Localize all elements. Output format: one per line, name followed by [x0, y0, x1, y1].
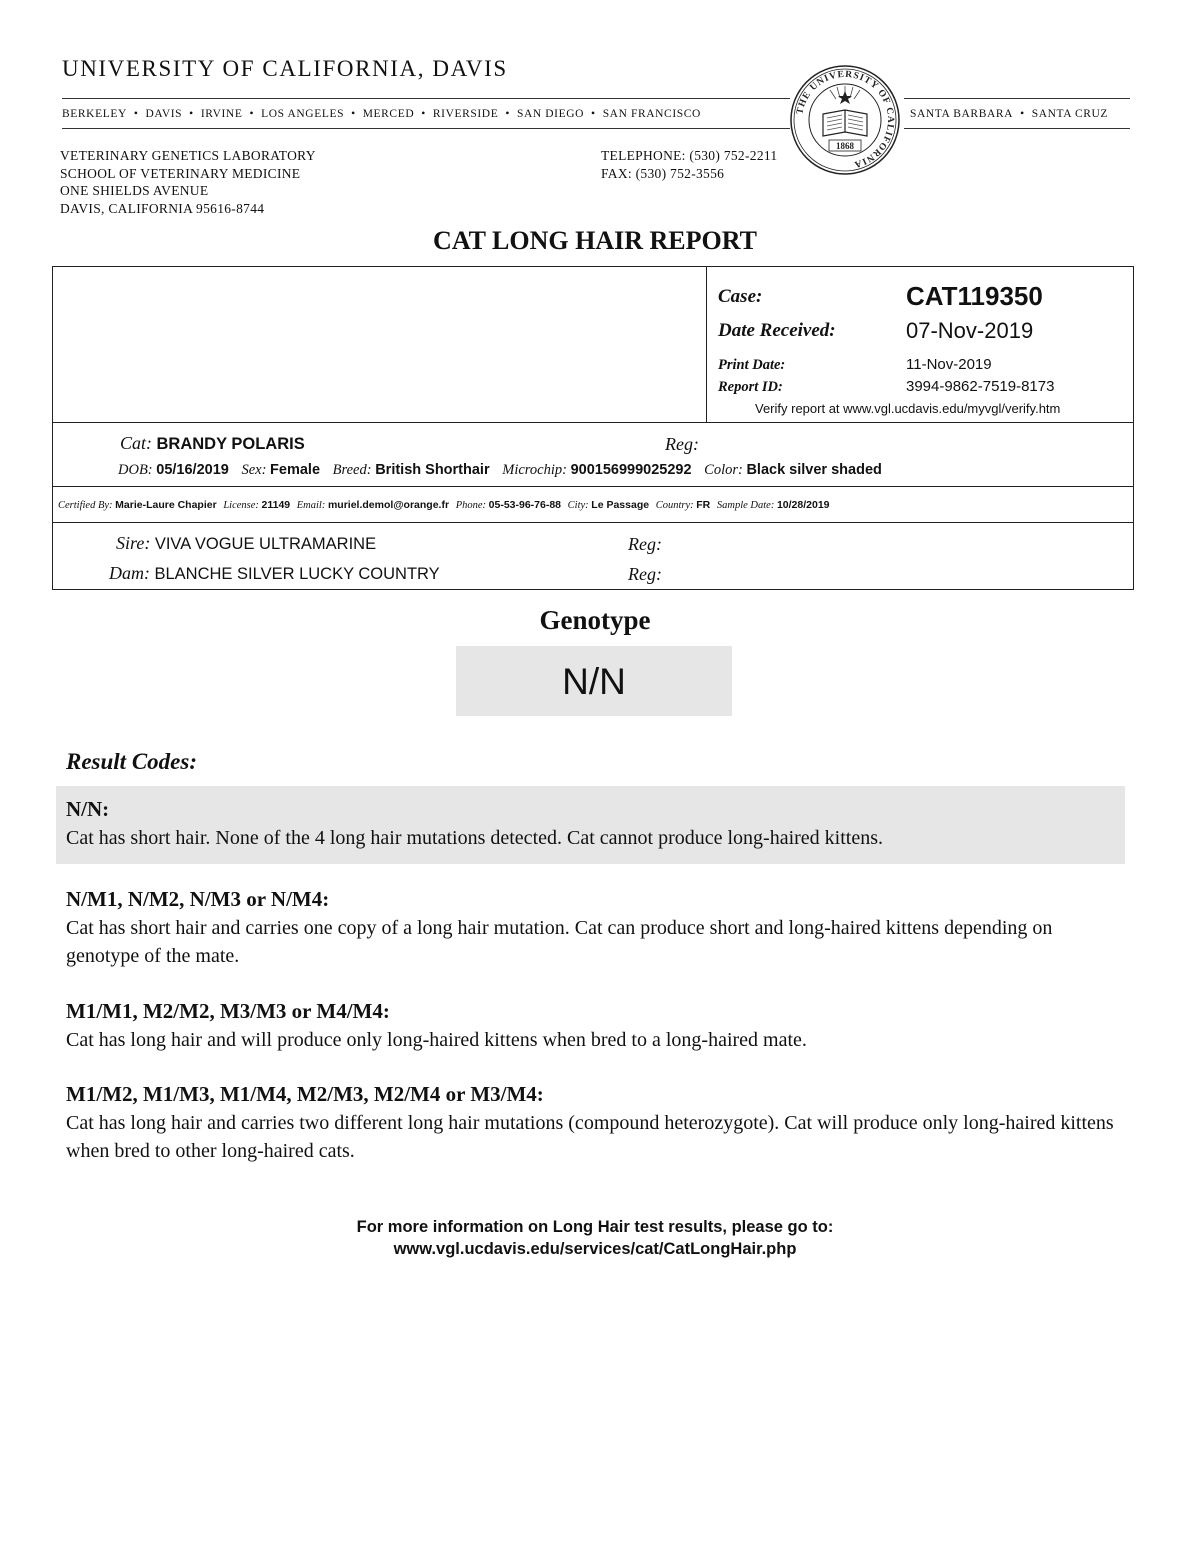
lab-address [60, 147, 316, 217]
certification-row [58, 499, 830, 511]
header-rule-top-left [62, 98, 790, 99]
dam-reg-label: Reg: [628, 564, 662, 584]
sex-label: Sex: [241, 462, 267, 478]
address-line: VETERINARY GENETICS LABORATORY [60, 148, 316, 163]
date-received-value: 07-Nov-2019 [906, 318, 1034, 343]
result-code-item [56, 988, 1125, 1064]
sire-reg-label: Reg: [628, 534, 662, 554]
footer-line: For more information on Long Hair test results, please go to: [356, 1218, 834, 1236]
seal-year: 1868 [836, 141, 854, 151]
result-code: M1/M2, M1/M3, M1/M4, M2/M3, M2/M4 or M3/M4: [66, 1082, 544, 1106]
city-label: City: [567, 500, 589, 511]
university-seal [789, 64, 901, 176]
campus-name: LOS ANGELES [261, 108, 345, 120]
color-label: Color: [704, 462, 743, 478]
telephone: TELEPHONE: (530) 752-2211 [601, 148, 778, 163]
cat-details-row [118, 462, 882, 479]
license-value: 21149 [261, 499, 291, 511]
country-label: Country: [655, 500, 694, 511]
footer-link[interactable]: www.vgl.ucdavis.edu/services/cat/CatLongHair.php [393, 1240, 797, 1258]
result-code: M1/M1, M2/M2, M3/M3 or M4/M4: [66, 999, 390, 1023]
header-rule-bottom-right [904, 128, 1130, 129]
microchip-value: 900156999025292 [570, 462, 692, 478]
print-date-label: Print Date: [718, 357, 786, 373]
date-received-label: Date Received: [718, 320, 836, 341]
campus-name: RIVERSIDE [432, 108, 499, 120]
campus-name: SAN DIEGO [516, 108, 585, 120]
address-line: DAVIS, CALIFORNIA 95616-8744 [60, 200, 265, 216]
campus-name: SAN FRANCISCO [602, 108, 701, 120]
address-line: SCHOOL OF VETERINARY MEDICINE [60, 165, 301, 181]
sire-label: Sire: [116, 533, 151, 553]
lab-contact [601, 147, 777, 182]
cat-row [120, 433, 305, 454]
result-code: N/N: [66, 797, 110, 821]
campus-name: SANTA CRUZ [1031, 108, 1109, 120]
result-code-description: Cat has short hair. None of the 4 long hair mutations detected. Cat cannot produce long-haired kittens. [66, 827, 884, 849]
verify-text: Verify report at www.vgl.ucdavis.edu/myvgl/verify.htm [755, 401, 1061, 416]
result-code-description: Cat has long hair and carries two different long hair mutations (compound heterozygote). Cat will produce only long-haired kittens when bred to other long-haired cats. [66, 1112, 1114, 1162]
dam-row [109, 563, 440, 584]
dob-label: DOB: [118, 462, 153, 478]
campus-name: IRVINE [200, 108, 243, 120]
phone-value: 05-53-96-76-88 [488, 499, 562, 511]
email-value: muriel.demol@orange.fr [327, 499, 450, 511]
sire-name: VIVA VOGUE ULTRAMARINE [154, 535, 377, 553]
cat-reg-label: Reg: [665, 434, 699, 454]
result-code-description: Cat has long hair and will produce only long-haired kittens when bred to a long-haired mate. [66, 1029, 807, 1051]
sample-date-value: 10/28/2019 [776, 499, 830, 511]
microchip-label: Microchip: [502, 462, 567, 478]
breed-value: British Shorthair [375, 462, 490, 478]
email-label: Email: [296, 500, 326, 511]
case-number: CAT119350 [906, 281, 1043, 311]
campus-name: SANTA BARBARA [910, 108, 1014, 120]
result-code: N/M1, N/M2, N/M3 or N/M4: [66, 887, 330, 911]
breed-label: Breed: [332, 462, 372, 478]
result-code-item [56, 786, 1125, 864]
certified-by-label: Certified By: [58, 500, 113, 511]
result-code-item [56, 876, 1125, 980]
genotype-value: N/N [456, 646, 732, 716]
header-rule-top-right [904, 98, 1130, 99]
genotype-title: Genotype [539, 605, 651, 635]
print-date-value: 11-Nov-2019 [906, 356, 992, 373]
fax: FAX: (530) 752-3556 [601, 165, 725, 181]
campus-name: BERKELEY [62, 108, 127, 120]
campus-list-right: SANTA BARBARA • SANTA CRUZ [910, 108, 1109, 120]
result-code-description: Cat has short hair and carries one copy of a long hair mutation. Cat can produce short and long-haired kittens depending on genotype of the mate. [66, 917, 1053, 967]
campus-name: MERCED [362, 108, 415, 120]
dob-value: 05/16/2019 [156, 462, 229, 478]
sire-row [116, 533, 376, 554]
report-title: CAT LONG HAIR REPORT [433, 226, 757, 255]
dam-name: BLANCHE SILVER LUCKY COUNTRY [154, 565, 440, 583]
address-line: ONE SHIELDS AVENUE [60, 183, 209, 198]
report-id-value: 3994-9862-7519-8173 [906, 378, 1055, 395]
color-value: Black silver shaded [746, 462, 882, 478]
dam-label: Dam: [109, 563, 150, 583]
country-value: FR [696, 499, 711, 511]
certified-by-value: Marie-Laure Chapier [115, 499, 217, 511]
phone-label: Phone: [455, 500, 487, 511]
sex-value: Female [270, 462, 321, 478]
sample-date-label: Sample Date: [716, 500, 775, 511]
seal-ring-text: THE UNIVERSITY OF CALIFORNIA [795, 69, 896, 170]
report-id-label: Report ID: [718, 379, 783, 395]
city-value: Le Passage [591, 499, 650, 511]
result-code-item [56, 1071, 1125, 1175]
header-rule-bottom-left [62, 128, 790, 129]
case-label: Case: [718, 286, 763, 307]
footer [0, 1216, 1190, 1260]
case-box-divider [706, 266, 707, 423]
cat-name: BRANDY POLARIS [156, 435, 305, 453]
campus-list-left: BERKELEY • DAVIS • IRVINE • LOS ANGELES • MERCED • RIVERSIDE • SAN DIEGO • SAN FRANCISCO [62, 108, 701, 120]
campus-name: DAVIS [145, 108, 183, 120]
cat-label: Cat: [120, 433, 153, 453]
university-title: UNIVERSITY OF CALIFORNIA, DAVIS [62, 56, 508, 81]
result-codes-heading: Result Codes: [66, 749, 197, 774]
license-label: License: [223, 500, 259, 511]
